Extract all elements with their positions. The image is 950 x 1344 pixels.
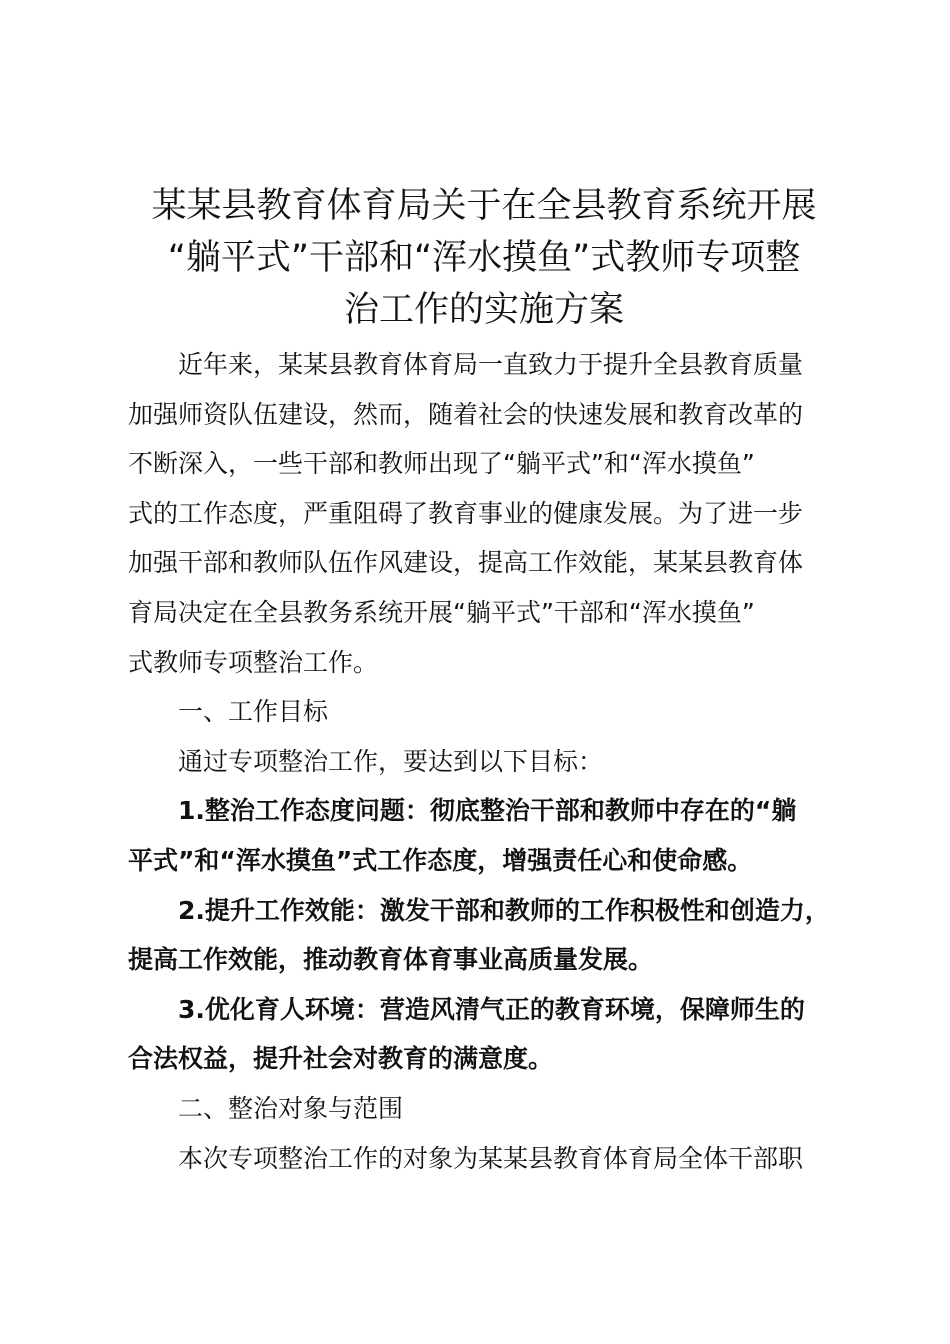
body-line: 1.整治工作态度问题：彻底整治干部和教师中存在的“躺	[178, 796, 797, 826]
body-line: 提高工作效能，推动教育体育事业高质量发展。	[128, 945, 654, 975]
document-body	[128, 340, 840, 1183]
body-line: 式的工作态度，严重阻碍了教育事业的健康发展。为了进一步	[128, 498, 804, 528]
body-line: 二、整治对象与范围	[178, 1093, 404, 1123]
body-line: 一、工作目标	[178, 697, 329, 727]
body-line: 近年来，某某县教育体育局一直致力于提升全县教育质量	[178, 350, 804, 379]
body-line: 加强干部和教师队伍作风建设，提高工作效能，某某县教育体	[128, 548, 804, 578]
body-line: 育局决定在全县教务系统开展“躺平式”干部和“浑水摸鱼”	[128, 597, 755, 627]
body-line: 2.提升工作效能：激发干部和教师的工作积极性和创造力，	[178, 895, 830, 925]
body-line: 式教师专项整治工作。	[128, 647, 379, 677]
body-line: 合法权益，提升社会对教育的满意度。	[128, 1044, 554, 1074]
body-line: 平式”和“浑水摸鱼”式工作态度，增强责任心和使命感。	[128, 845, 753, 875]
title-line: 治工作的实施方案	[343, 290, 624, 330]
title-line: 某某县教育体育局关于在全县教育系统开展	[151, 186, 817, 226]
body-line: 通过专项整治工作，要达到以下目标：	[178, 746, 604, 776]
title-line: “躺平式”干部和“浑水摸鱼”式教师专项整	[167, 238, 801, 278]
body-line: 3.优化育人环境：营造风清气正的教育环境，保障师生的	[178, 994, 805, 1024]
body-line: 不断深入，一些干部和教师出现了“躺平式”和“浑水摸鱼”	[128, 449, 755, 479]
body-line: 加强师资队伍建设，然而，随着社会的快速发展和教育改革的	[128, 399, 804, 429]
document-page	[128, 180, 840, 1183]
document-title	[128, 180, 840, 336]
body-line: 本次专项整治工作的对象为某某县教育体育局全体干部职	[178, 1143, 804, 1173]
